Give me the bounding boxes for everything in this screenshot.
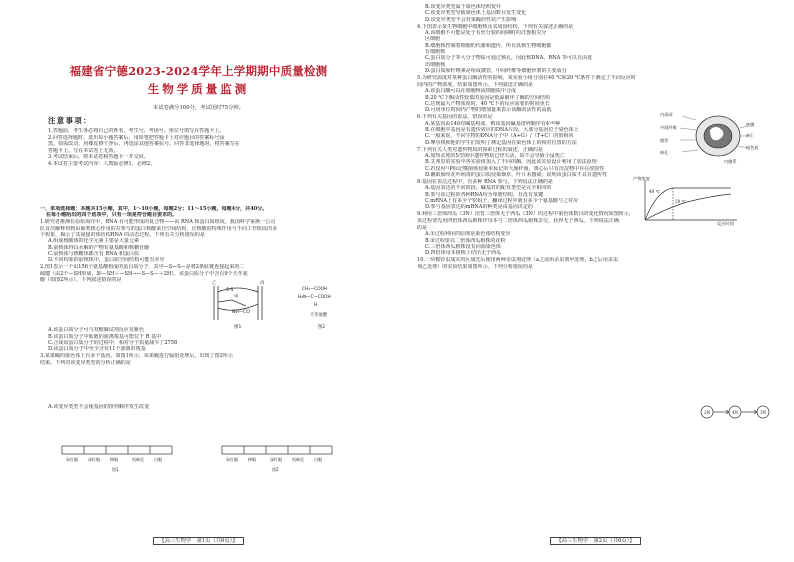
score-line: 本试卷满分100分，考试用时75分钟。 (152, 105, 244, 111)
y-axis-label: 产物浓度 (633, 176, 650, 181)
svg-text:NH—CO: NH—CO (232, 310, 250, 315)
melon-breeding-figure (699, 402, 771, 424)
svg-text:H₂N—C—COOH: H₂N—C—COOH (298, 295, 331, 300)
note-line: 2.回答选择题时，选出每小题答案后，用铅笔把答题卡上对应题目的答案标号涂 (48, 134, 225, 141)
svg-text:棒眼: 棒眼 (248, 457, 256, 462)
cell-label: 染色质 (746, 145, 759, 150)
option-line: 区细胞 (425, 36, 441, 43)
question-text: 结果。下列对该变异类型的分析正确的是 (40, 359, 131, 366)
protein-figure (206, 278, 366, 330)
option-line: A.该细胞不可能是处于有丝分裂的间期时的洋葱根尖分 (425, 29, 547, 36)
question-text: 2.图1表示一个由156个氨基酸构成的蛋白质分子，其中—S—S—是将2条肽链连接起来的二 (40, 264, 245, 271)
question-text: 的是 (417, 225, 428, 232)
option-line: D.蘸取烟草花叶病毒的蛋白质侵染烟草，叶片未感染，说明该蛋白质不具有遗传性 (425, 171, 608, 178)
page-footer: 【高三生物学 第1页（共6页）】 (0, 536, 397, 544)
option-a: A.该变异类型不会使基因的排列顺序发生改变 (48, 403, 150, 410)
question-1 (40, 219, 372, 263)
figure-caption: 图2 (318, 325, 326, 330)
option-c: C.合成该蛋白质分子的过程中，相对分子质量减少了2758 (48, 340, 178, 346)
option-line: C.三倍体西瓜植株没有同源染色体 (425, 244, 501, 251)
chromosome-figure (42, 438, 366, 476)
option-line: A.加热杀死的S型菌中遗传物质已经失活，故不会导致小鼠死亡 (425, 152, 565, 159)
option-line: D.摩尔根和他的学生们发明了测定基因在染色体上的相对位置的方法 (425, 139, 577, 146)
question-text: 队首次解释得到由菌类核心作用的并参与的蛋白核酸来自空间结构，且核酸的特殊作用与不同工作阶段的多 (40, 225, 278, 232)
cell-label: 核膜 (746, 122, 755, 127)
option-line: B.参与该过程的各种RNA均为单链结构，且没有氢键 (425, 191, 544, 198)
x-axis-label: 反应时间 (717, 221, 734, 226)
question-text: 7.下列有关人类对遗传物质的探索过程的叙述，正确的是 (417, 146, 543, 153)
section-title: 一、单项选择题：本题共15小题，其中，1～10小题，每题2分；11～15小题，每题4分，共40分。 (40, 206, 268, 212)
question-text: 酸（如图2所示）。下列叙述错误的是 (40, 276, 122, 283)
question-3 (40, 353, 372, 410)
svg-text:深红眼: 深红眼 (270, 457, 282, 462)
option-line: D.该变异类型不会对果蝇的性状产生影响 (425, 16, 517, 23)
option-line: D.可用单位时间内产物的增加量来表示该酶的活性的高低 (425, 107, 552, 114)
ploidy-label: 2N (704, 410, 711, 415)
page-footer: 【高三生物学 第2页（共6页）】 (397, 536, 794, 544)
option-d: D.该蛋白质分子中至少含有11个游离的羧基 (48, 346, 146, 353)
option-line: C.蛋白质分子等大分子物质可通过核孔，因此核DNA、RNA 等可以自由进 (425, 55, 593, 62)
option-line: C.若仅用³²P标记噬菌体侵染未标记的大肠杆菌，离心后只有沉淀物中存在放射性 (425, 165, 605, 172)
option-line: 有细胞核 (425, 49, 446, 55)
cell-label: 内质网 (660, 112, 673, 117)
curve-label: 40 ℃ (649, 189, 661, 194)
chain-label: 乙 (212, 281, 217, 286)
question-text: 剂乙处理）的实验结果如图所示。下列分析错误的是 (417, 264, 534, 271)
option-b: B.前核体得以水解的产物有氨基酸和核糖苷酸 (48, 244, 150, 251)
option-line: B.艾弗里的实验中各实验组加入了不同的酶，因此该实验设计利用了加法原理 (425, 159, 597, 166)
option-a: A.该蛋白质分子可与双缩脲试剂反应显紫色 (48, 327, 145, 334)
question-text: 9.利用三倍体西瓜（3N）培育三倍体无子西瓜（3N）的过程中染色体数目的变化情况如图所示， (417, 211, 634, 218)
option-line: B.在细胞中基因是有遗传效应的DNA片段，大部分基因位于染色体上 (425, 126, 579, 133)
amino-acid-label: 天冬氨酸 (310, 313, 328, 318)
svg-text:棒眼: 棒眼 (110, 457, 118, 462)
cell-label: 微管 (660, 138, 669, 143)
option-line: A.该蛋白酶可以在细胞核或细胞质中合成 (425, 88, 517, 95)
notes-block (48, 128, 366, 167)
svg-text:H: H (314, 303, 318, 308)
cell-nucleus-figure (660, 108, 760, 166)
svg-text:CH₂—COOH: CH₂—COOH (302, 287, 328, 292)
note-line: 答题卡上。写在本试卷上无效。 (48, 147, 119, 154)
note-line: 3.考试结束后，将本试卷和答题卡一并交回。 (48, 154, 149, 161)
option-a: A.组成核酸体的化学元素主要是大量元素 (48, 238, 140, 245)
figure-caption: 图1 (112, 467, 119, 472)
option-line: B.②过程要以二倍体西瓜植株的花粉 (425, 237, 506, 244)
cell-label: 核孔 (660, 150, 669, 155)
question-text: 10.一块棉铃虫成灾的区域先后使用两种杀虫剂处理（a之前用杀虫剂甲处理，b之后用杀虫 (417, 257, 618, 264)
svg-text:白眼: 白眼 (314, 457, 322, 462)
option-line: A.①过程利用的原理是染色体结构变异 (425, 231, 511, 238)
svg-text:短硬毛: 短硬毛 (292, 457, 304, 462)
option-d: D.不同构象的前核体中，蛋白质空间结构可能有差异 (48, 257, 165, 264)
question-text: 间内的产物浓度，结果如图所示。下列叙述正确的是 (417, 81, 534, 88)
note-line: 1.答题前，考生务必将自己的姓名、考生号、考场号、座位号填写在答题卡上。 (48, 128, 225, 134)
question-text: 5.为研究温度对某种蛋白酶活性的影响，某实验小组分别在40 ℃和20 ℃条件下测定了不同反应时 (417, 74, 636, 81)
note-line: 4.本试卷主要考试内容：人教版必修1，必修2。 (48, 160, 156, 167)
notes-heading: 注意事项： (48, 116, 92, 125)
option-line: B.20 ℃下酶活性较低的原因是低温破坏了酶的空间结构 (425, 94, 550, 101)
option-b: B.该蛋白质分子中肽链的游离羧基可能位于 R 基中 (48, 333, 162, 340)
svg-text:短硬毛: 短硬毛 (132, 457, 144, 462)
option-line: D.蛋白质和纤维素是组成微管，中间纤维等细胞骨架的主要成分 (425, 68, 567, 75)
option-line: B.细胞核控制着细胞的代谢和遗传，所有真核生物细胞都 (425, 42, 552, 49)
option-line: A.基因表达的不同阶段，碱基对的配对类型是完全相同的 (425, 185, 552, 192)
ploidy-label: 3N (760, 410, 767, 415)
note-line: 黑。如需改动，用橡皮擦干净后，再选涂其他答案标号。回答非选择题时，将答案写在 (48, 141, 240, 148)
exam-title: 福建省宁德2023-2024学年上学期期中质量检测 (69, 64, 328, 78)
figure-space (40, 366, 372, 404)
ploidy-label: 4N (732, 410, 739, 415)
enzyme-graph (633, 176, 745, 228)
svg-text:朱红眼: 朱红眼 (66, 457, 78, 462)
question-text: 个构象，揭示了其间接的体结构RNA 的动态过程。下列有关分析错误的是 (40, 231, 205, 238)
cell-label: 中间纤维 (660, 125, 677, 130)
question-text: 1.研究者推测在原始海洋中，RNA 有可能形成的复合物——由 RNA 和蛋白质组成。我国科学家换一公司 (40, 219, 276, 226)
option-c: C.前核体与核糖体都含有 RNA 和蛋白质 (48, 251, 140, 257)
option-line: C.该变异类型导致染色体上基因数目发生变化 (425, 10, 527, 17)
protein-chain-diagram (206, 278, 366, 330)
question-text: 6.下列有关基因的说法，错误的是 (417, 114, 493, 121)
option-line: 出细胞核 (425, 61, 446, 68)
question-text: 4.下图表示某生物细胞中细胞核及其周围结构，下列有关叙述正确的是 (417, 23, 574, 30)
question-text: 该过程要先用四倍体西瓜植株作母本与二倍体西瓜植株杂交，获得无子西瓜。下列说法正确 (417, 218, 619, 225)
curve-label: 20 ℃ (675, 199, 687, 204)
exam-subtitle: 生物学质量监测 (147, 82, 250, 96)
question-text: 硫键（由2个—SH形成，即—SH＋—SH→—S—S—＋2H），该蛋白质分子中含有9个天冬氨 (40, 270, 248, 277)
option-line: C.mRNA上有多少个密码子，翻译过程中就有多少个氨基酸与之对应 (425, 197, 579, 204)
svg-text:S-S: S-S (226, 288, 234, 293)
section-subtitle: 在每小题给出的四个选项中，只有一项是符合题目要求的。 (46, 212, 178, 219)
option-line: C.达到最大产物浓度时，40 ℃下的反应需要的时间更长 (425, 100, 550, 107)
option-line: B.该变异类型属于染色体结构变异 (425, 4, 501, 10)
svg-text:朱红眼: 朱红眼 (226, 457, 238, 462)
chain-label: 甲 (234, 295, 239, 300)
cell-label: 内膜系 (724, 159, 737, 164)
figure-caption: 图2 (272, 467, 279, 472)
question-text: 8.基因在表达过程中，有多种 RNA 参与。下列说法正确的是 (417, 178, 553, 185)
question-text: 3.某果蝇的染色体上有多个基因，如图1所示，该果蝇进行辐射处理后，出现了图2所示 (40, 353, 233, 360)
figure-caption: 图1 (234, 325, 242, 330)
cell-label: 核仁 (746, 133, 755, 138)
page-2 (397, 0, 794, 562)
option-line: A.某基因由140对碱基构成，则该基因碱基排列顺序有4¹⁴⁰种 (425, 120, 561, 127)
option-line: C.一般来说，不同生物的DNA分子中（A+G）/（T+C）的值相同 (425, 133, 574, 140)
option-line: D.四倍体母本植株上结出无子西瓜 (425, 250, 502, 257)
chain-label: 丙 (260, 281, 265, 286)
svg-text:深红眼: 深红眼 (88, 457, 100, 462)
svg-text:白眼: 白眼 (154, 457, 162, 462)
option-line: D.参与基因表达的mRNA的种类是由基因决定的 (425, 204, 533, 211)
